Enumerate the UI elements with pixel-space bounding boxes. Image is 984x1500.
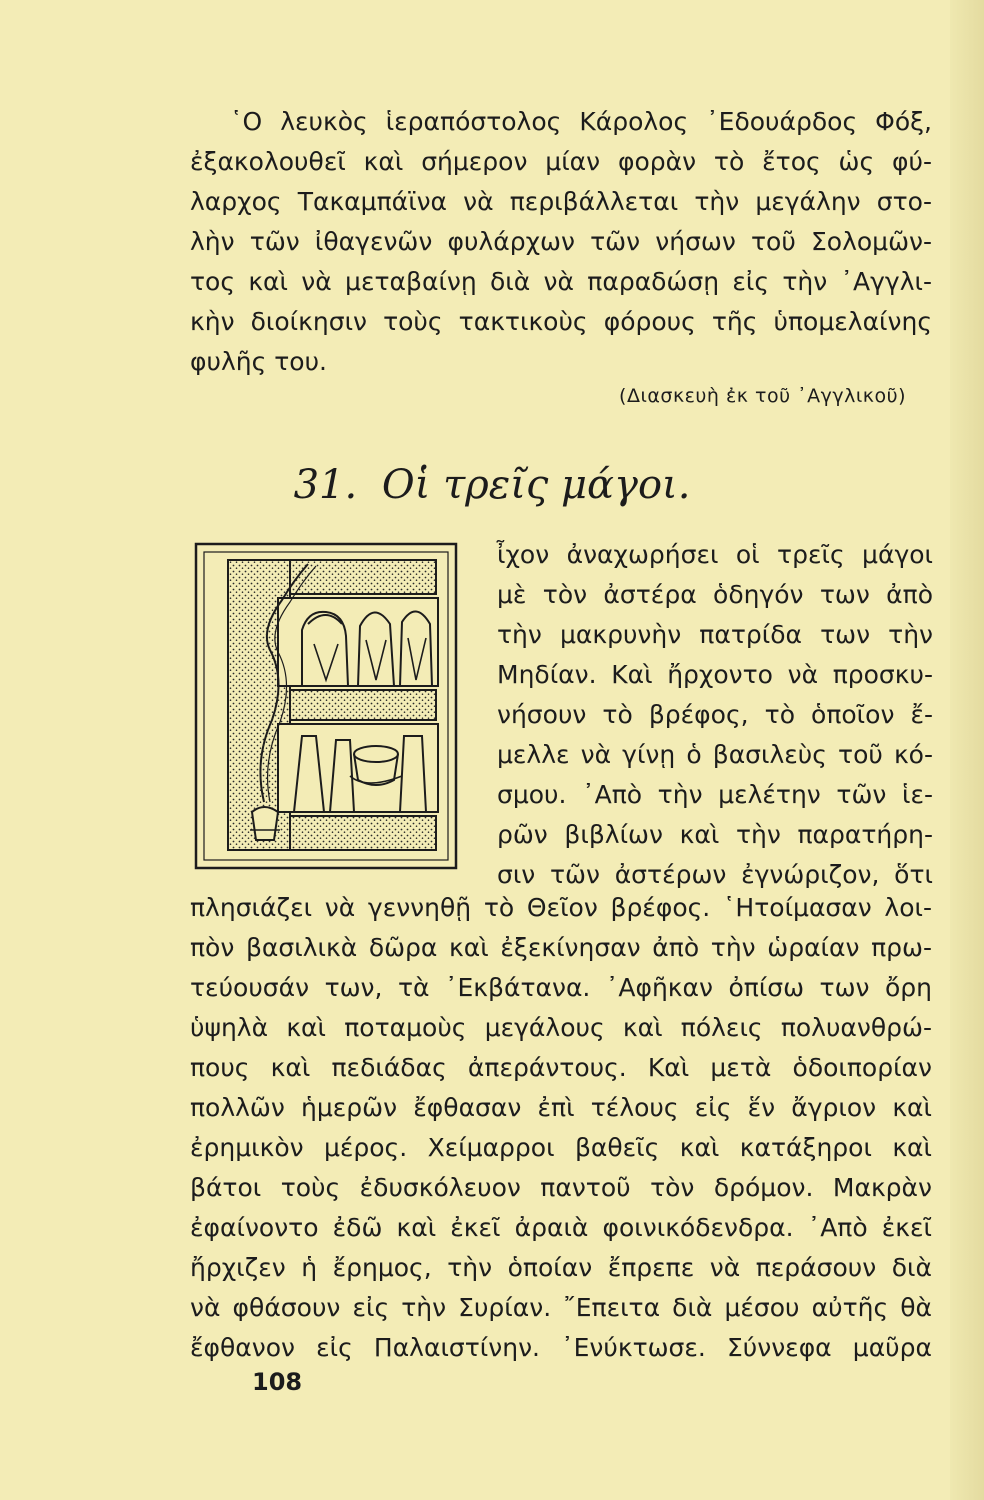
body-line: ρῶν βιβλίων καὶ τὴν παρατήρη- (497, 820, 933, 849)
body-line: νήσουν τὸ βρέφος, τὸ ὁποῖον ἔ- (497, 700, 933, 729)
body-line: σμου. ᾿Απὸ τὴν μελέτην τῶν ἱε- (497, 780, 933, 809)
chapter-title: Οἱ τρεῖς μάγοι. (381, 462, 691, 508)
intro-line: κὴν διοίκησιν τοὺς τακτικοὺς φόρους τῆς ὑπομελαίνης (190, 307, 932, 336)
body-line: πὸν βασιλικὰ δῶρα καὶ ἐξεκίνησαν ἀπὸ τὴν ὡραίαν πρω- (190, 933, 932, 962)
intro-line: φυλῆς του. (190, 347, 327, 376)
body-line: νὰ φθάσουν εἰς τὴν Συρίαν. ῎Επειτα διὰ μέσου αὐτῆς θὰ (190, 1293, 932, 1322)
body-line: Μηδίαν. Καὶ ἤρχοντο νὰ προσκυ- (497, 660, 933, 689)
intro-line: λὴν τῶν ἰθαγενῶν φυλάρχων τῶν νήσων τοῦ Σολομῶν- (190, 227, 932, 256)
body-line: ἔφθανον εἰς Παλαιστίνην. ᾿Ενύκτωσε. Σύννεφα μαῦρα (190, 1333, 932, 1362)
body-line: πλησιάζει νὰ γεννηθῇ τὸ Θεῖον βρέφος. ῾Ητοίμασαν λοι- (190, 893, 932, 922)
body-line: ἤρχιζεν ἡ ἔρημος, τὴν ὁποίαν ἔπρεπε νὰ περάσουν διὰ (190, 1253, 932, 1282)
body-line: μελλε νὰ γίνῃ ὁ βασιλεὺς τοῦ κό- (497, 740, 933, 769)
body-line: τεύουσάν των, τὰ ᾿Εκβάτανα. ᾿Αφῆκαν ὀπίσω των ὄρη (190, 973, 932, 1002)
body-line: βάτοι τοὺς ἐδυσκόλευον παντοῦ τὸν δρόμον. Μακρὰν (190, 1173, 932, 1202)
intro-line: τος καὶ νὰ μεταβαίνῃ διὰ νὰ παραδώσῃ εἰς τὴν ᾿Αγγλι- (190, 267, 932, 296)
intro-line: ῾Ο λευκὸς ἱεραπόστολος Κάρολος ᾿Εδουάρδος Φόξ, (230, 107, 932, 136)
body-line: πους καὶ πεδιάδας ἀπεράντους. Καὶ μετὰ ὁδοιπορίαν (190, 1053, 932, 1082)
body-line: σιν τῶν ἀστέρων ἐγνώριζον, ὅτι (497, 860, 933, 889)
chapter-number: 31. (293, 462, 358, 508)
intro-line: λαρχος Τακαμπάϊνα νὰ περιβάλλεται τὴν μεγάλην στο- (190, 187, 932, 216)
page-edge (950, 0, 984, 1500)
body-line: μὲ τὸν ἀστέρα ὁδηγόν των ἀπὸ (497, 580, 933, 609)
page-number: 108 (252, 1368, 303, 1396)
body-line: ἐφαίνοντο ἐδῶ καὶ ἐκεῖ ἀραιὰ φοινικόδενδρα. ᾿Απὸ ἐκεῖ (190, 1213, 932, 1242)
intro-line: ἐξακολουθεῖ καὶ σήμερον μίαν φορὰν τὸ ἔτος ὡς φύ- (190, 147, 932, 176)
body-line: ὑψηλὰ καὶ ποταμοὺς μεγάλους καὶ πόλεις πολυανθρώ- (190, 1013, 932, 1042)
body-line: ἐρημικὸν μέρος. Χείμαρροι βαθεῖς καὶ κατάξηροι καὶ (190, 1133, 932, 1162)
drop-cap-illustration (190, 540, 462, 876)
chapter-heading (0, 462, 984, 508)
source-credit: (Διασκευὴ ἐκ τοῦ ᾿Αγγλικοῦ) (619, 385, 906, 407)
body-line: ἶχον ἀναχωρήσει οἱ τρεῖς μάγοι (497, 540, 933, 569)
body-line: τὴν μακρυνὴν πατρίδα των τὴν (497, 620, 933, 649)
body-line: πολλῶν ἡμερῶν ἔφθασαν ἐπὶ τέλους εἰς ἕν ἄγριον καὶ (190, 1093, 932, 1122)
